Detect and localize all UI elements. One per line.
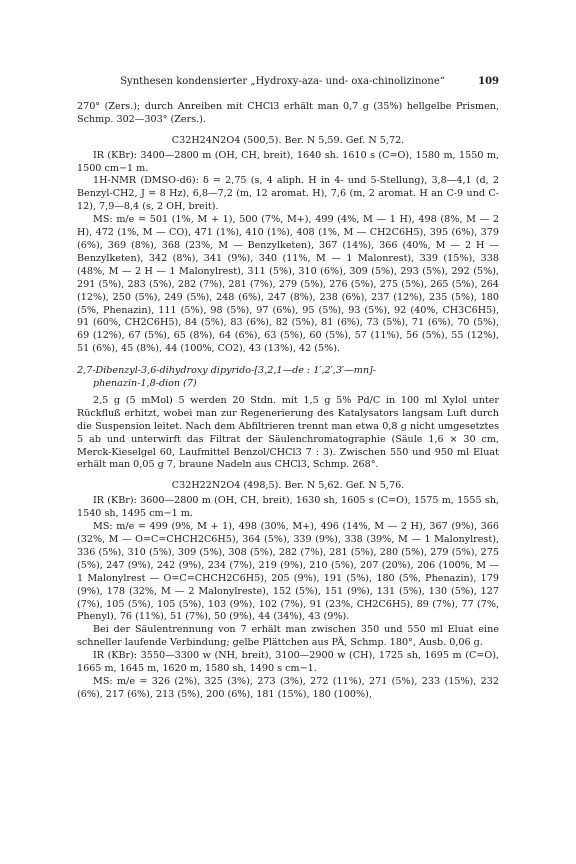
procedure-paragraph: 2,5 g (5 mMol) 5 werden 20 Stdn. mit 1,5 g 5% Pd/C in 100 ml Xylol unter Rückfluß erhitzt, wobei man zur Regenerierung des Katalysators langsam Luft durch die Suspension leitet. Nach dem Abfiltrieren trennt man etwa 0,8 g nicht umgesetztes 5 ab und unterwirft das Filtrat der Säulenchromatographie (Säule 1,6 × 30 cm, Merck-Kieselgel 60, Laufmittel Benzol/CHCl3 7 : 3). Zwischen 550 und 950 ml Eluat erhält man 0,05 g 7, braune Nadeln aus CHCl3, Schmp. 268°. xyxy=(77,394,499,471)
ms-data: MS: m/e = 499 (9%, M + 1), 498 (30%, M+), 496 (14%, M — 2 H), 367 (9%), 366 (32%, M — O=C=CHCH2C6H5), 364 (5%), 339 (9%), 338 (39%, M — 1 Malonylrest), 336 (5%), 310 (5%), 309 (5%), 308 (5%), 282 (7%), 281 (5%), 280 (5%), 279 (5%), 275 (5%), 247 (9%), 242 (9%), 234 (7%), 219 (9%), 210 (5%), 207 (20%), 206 (100%, M — 1 Malonylrest — O=C=CHCH2C6H5), 205 (9%), 191 (5%), 180 (5%, Phenazin), 179 (9%), 178 (32%, M — 2 Malonylreste), 152 (5%), 151 (9%), 131 (5%), 130 (5%), 127 (7%), 105 (5%), 105 (5%), 103 (9%), 102 (7%), 91 (23%, CH2C6H5), 89 (7%), 77 (7%, Phenyl), 76 (11%), 51 (7%), 50 (9%), 44 (34%), 43 (9%). xyxy=(77,521,499,623)
compound-heading-cont: phenazin-1,8-dion (7) xyxy=(93,378,197,390)
ms-data: MS: m/e = 326 (2%), 325 (3%), 273 (3%), 272 (11%), 271 (5%), 233 (15%), 232 (6%), 217 (6%), 213 (5%), 200 (6%), 181 (15%), 180 (100%), xyxy=(77,675,499,700)
ir-data: IR (KBr): 3550—3300 w (NH, breit), 3100—2900 w (CH), 1725 sh, 1695 m (C=O), 1665 m, 1645 m, 1620 m, 1580 sh, 1490 s cm−1. xyxy=(77,650,499,675)
ir-data: IR (KBr): 3400—2800 m (OH, CH, breit), 1640 sh. 1610 s (C=O), 1580 m, 1550 m, 1500 cm−1 m. xyxy=(77,149,499,174)
nmr-data: 1H-NMR (DMSO-d6): δ = 2,75 (s, 4 aliph. H in 4- und 5-Stellung), 3,8—4,1 (d, 2 Benzyl-CH2, J = 8 Hz), 6,8—7,2 (m, 12 aromat. H), 7,6 (m, 2 aromat. H an C-9 und C-12), 7,9—8,4 (s, 2 OH, breit). xyxy=(77,175,499,213)
paragraph: Bei der Säulentrennung von 7 erhält man zwischen 350 und 550 ml Eluat eine schneller laufende Verbindung; gelbe Plättchen aus PÄ, Schmp. 180°, Ausb. 0,06 g. xyxy=(77,624,499,649)
page-number: 109 xyxy=(478,76,499,87)
running-title: Synthesen kondensierter „Hydroxy-aza- und- oxa-chinolizinone“ xyxy=(120,76,445,87)
running-header xyxy=(77,76,499,89)
paragraph: 270° (Zers.); durch Anreiben mit CHCl3 erhält man 0,7 g (35%) hellgelbe Prismen, Schmp. 302—303° (Zers.). xyxy=(77,100,499,125)
compound-heading: 2,7-Dibenzyl-3,6-dihydroxy dipyrido-[3,2,1—de : 1′,2′,3′—mn]- xyxy=(77,365,377,377)
ir-data: IR (KBr): 3600—2800 m (OH, CH, breit), 1630 sh, 1605 s (C=O), 1575 m, 1555 sh, 1540 sh, 1495 cm−1 m. xyxy=(77,495,499,520)
ms-data: MS: m/e = 501 (1%, M + 1), 500 (7%, M+), 499 (4%, M — 1 H), 498 (8%, M — 2 H), 472 (1%, M — CO), 471 (1%), 410 (1%), 408 (1%, M — CH2C6H5), 395 (6%), 379 (6%), 369 (8%), 368 (23%, M — Benzylketen), 367 (14%), 366 (40%, M — 2 H — Benzylketen), 342 (8%), 341 (9%), 340 (11%, M — 1 Malonrest), 339 (15%), 338 (48%, M — 2 H — 1 Malonylrest), 311 (5%), 310 (6%), 309 (5%), 293 (5%), 292 (5%), 291 (5%), 283 (5%), 282 (7%), 281 (7%), 279 (5%), 276 (5%), 275 (5%), 265 (5%), 264 (12%), 250 (5%), 249 (5%), 248 (6%), 247 (8%), 238 (6%), 237 (12%), 235 (5%), 180 (5%, Phenazin), 111 (5%), 98 (5%), 97 (6%), 95 (5%), 93 (5%), 92 (40%, CH3C6H5), 91 (60%, CH2C6H5), 84 (5%), 83 (6%), 82 (5%), 81 (6%), 73 (5%), 71 (6%), 70 (5%), 69 (12%), 67 (5%), 65 (8%), 64 (6%), 63 (5%), 60 (5%), 57 (11%), 56 (5%), 55 (12%), 51 (6%), 45 (8%), 44 (100%, CO2), 43 (13%), 42 (5%). xyxy=(77,214,499,355)
elemental-analysis: C32H22N2O4 (498,5). Ber. N 5,62. Gef. N 5,76. xyxy=(171,480,405,492)
elemental-analysis: C32H24N2O4 (500,5). Ber. N 5,59. Gef. N 5,72. xyxy=(171,134,405,146)
